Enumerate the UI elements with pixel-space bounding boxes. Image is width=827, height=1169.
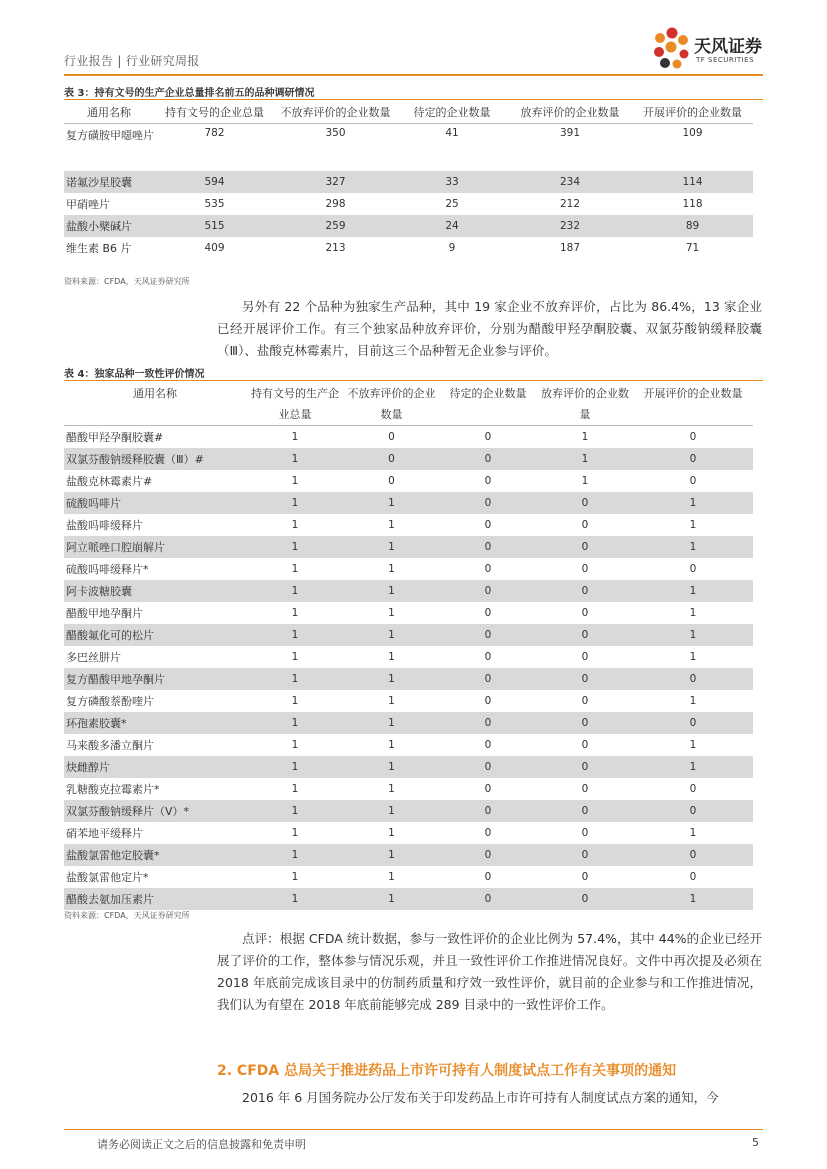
count-cell: 1 [388,783,395,795]
count-cell: 0 [537,536,633,558]
section-2-title: 2. CFDA 总局关于推进药品上市许可持有人制度试点工作有关事项的通知 [217,1063,677,1079]
count-cell: 1 [246,800,344,822]
footer-divider [64,1129,763,1130]
count-cell: 114 [632,171,753,193]
table-row [64,124,753,172]
table-row [64,712,753,734]
count-cell: 0 [537,492,633,514]
column-header: 不放弃评价的企业数量 [344,381,439,426]
table-row [64,734,753,756]
count-cell: 1 [633,580,753,602]
count-cell: 1 [344,668,439,690]
table4 [64,381,753,910]
count-cell: 1 [291,783,299,795]
count-cell: 0 [484,431,492,443]
count-cell: 1 [246,492,344,514]
count-cell: 1 [689,695,697,707]
drug-name-cell: 乳糖酸克拉霉素片* [66,783,160,796]
count-cell: 1 [633,624,753,646]
count-cell: 1 [388,607,395,619]
logo-text-cn: 天风证券 [694,37,762,57]
count-cell: 1 [388,651,395,663]
count-cell: 1 [537,448,633,470]
count-cell: 0 [537,800,633,822]
table-row [64,193,753,215]
paragraph-exclusive-varieties: 另外有 22 个品种为独家生产品种，其中 19 家企业不放弃评价，占比为 86.4%，13 家企业已经开展评价工作。有三个独家品种放弃评价，分别为醋酸甲羟孕酮胶囊、双氯芬酸钠缓释胶囊（Ⅲ）、盐酸克林霉素片，目前这三个品种暂无企业参与评价。 [217,299,762,358]
drug-name-cell: 双氯芬酸钠缓释胶囊（Ⅲ）# [64,448,246,470]
header-divider [64,74,763,76]
count-cell: 0 [484,783,492,795]
count-cell: 298 [325,198,346,210]
count-cell: 1 [344,492,439,514]
column-header: 开展评价的企业数量 [633,381,753,426]
count-cell: 0 [439,712,537,734]
count-cell: 0 [537,888,633,910]
count-cell: 0 [537,712,633,734]
count-cell: 9 [448,242,456,254]
count-cell: 1 [291,871,299,883]
column-header: 持有文号的企业总量 [154,100,275,124]
count-cell: 0 [537,624,633,646]
count-cell: 25 [445,198,459,210]
table-row [64,215,753,237]
drug-name-cell: 醋酸甲羟孕酮胶囊# [66,431,164,444]
count-cell: 0 [581,739,589,751]
count-cell: 1 [344,712,439,734]
company-logo [650,26,770,76]
count-cell: 1 [581,431,589,443]
count-cell: 1 [633,888,753,910]
table-row [64,800,753,822]
count-cell: 327 [275,171,396,193]
count-cell: 0 [484,563,492,575]
drug-name-cell: 炔雌醇片 [64,756,246,778]
table-row [64,536,753,558]
count-cell: 0 [581,519,589,531]
table3-source: 资料来源：CFDA，天风证券研究所 [64,277,190,286]
count-cell: 1 [291,475,299,487]
count-cell: 89 [632,215,753,237]
table3-caption: 表 3：持有文号的生产企业总量排名前五的品种调研情况 [64,88,315,99]
count-cell: 1 [291,431,299,443]
drug-name-cell: 阿立哌唑口腔崩解片 [64,536,246,558]
column-header: 通用名称 [64,100,154,124]
table4-caption: 表 4：独家品种一致性评价情况 [64,369,205,380]
count-cell: 1 [689,519,697,531]
count-cell: 24 [396,215,508,237]
drug-name-cell: 甲硝唑片 [66,198,110,211]
drug-name-cell: 复方醋酸甲地孕酮片 [64,668,246,690]
count-cell: 1 [246,712,344,734]
count-cell: 1 [246,668,344,690]
table-row [64,624,753,646]
count-cell: 1 [388,871,395,883]
logo-mark-icon [650,26,694,74]
count-cell: 594 [154,171,275,193]
count-cell: 1 [633,756,753,778]
table-row [64,171,753,193]
count-cell: 0 [439,800,537,822]
count-cell: 0 [484,827,492,839]
count-cell: 0 [484,607,492,619]
footer-disclaimer: 请务必阅读正文之后的信息披露和免责申明 [97,1138,306,1151]
count-cell: 1 [689,607,697,619]
count-cell: 0 [439,888,537,910]
count-cell: 234 [508,171,632,193]
drug-name-cell: 盐酸克林霉素片# [66,475,153,488]
count-cell: 33 [396,171,508,193]
table-row [64,602,753,624]
count-cell: 0 [633,448,753,470]
count-cell: 0 [537,844,633,866]
count-cell: 1 [388,827,395,839]
count-cell: 0 [537,580,633,602]
table4-source: 资料来源：CFDA，天风证券研究所 [64,911,190,920]
drug-name-cell: 盐酸氯雷他定胶囊* [64,844,246,866]
count-cell: 1 [246,888,344,910]
count-cell: 212 [559,198,581,210]
drug-name-cell: 双氯芬酸钠缓释片（Ⅴ）* [64,800,246,822]
count-cell: 0 [537,668,633,690]
count-cell: 1 [246,844,344,866]
table-row [64,866,753,888]
count-cell: 0 [537,756,633,778]
count-cell: 0 [484,475,492,487]
column-header: 待定的企业数量 [396,100,508,124]
count-cell: 782 [204,127,225,139]
count-cell: 0 [689,783,697,795]
drug-name-cell: 盐酸氯雷他定片* [66,871,149,884]
count-cell: 0 [439,580,537,602]
drug-name-cell: 硫酸吗啡缓释片* [66,563,149,576]
count-cell: 1 [344,536,439,558]
count-cell: 1 [689,651,697,663]
table3 [64,100,753,259]
count-cell: 1 [633,536,753,558]
count-cell: 1 [633,492,753,514]
count-cell: 409 [204,242,225,254]
page-number: 5 [752,1136,759,1149]
count-cell: 1 [291,519,299,531]
count-cell: 0 [633,800,753,822]
count-cell: 1 [388,519,395,531]
drug-name-cell: 复方磺胺甲噁唑片 [66,129,154,142]
count-cell: 1 [689,739,697,751]
count-cell: 0 [689,475,697,487]
drug-name-cell: 马来酸多潘立酮片 [66,739,154,752]
count-cell: 1 [344,756,439,778]
column-header: 放弃评价的企业数量 [537,381,633,426]
paragraph-commentary: 点评：根据 CFDA 统计数据，参与一致性评价的企业比例为 57.4%，其中 44%的企业已经开展了评价的工作，整体参与情况乐观，并且一致性评价工作推进情况良好。文件中再次提及必须在 2018 年底前完成该目录中的仿制药质量和疗效一致性评价，就目前的企业参与和工作推进情况，我们认为有望在 2018 年底前能够完成 289 目录中的一致性评价工作。 [217,931,762,1012]
table-row [64,470,753,492]
count-cell: 0 [633,844,753,866]
count-cell: 1 [291,827,299,839]
count-cell: 0 [633,668,753,690]
count-cell: 41 [445,127,459,139]
table-row [64,668,753,690]
table-row [64,888,753,910]
count-cell: 1 [581,475,589,487]
table-row [64,646,753,668]
count-cell: 350 [325,127,346,139]
count-cell: 0 [581,651,589,663]
table-row [64,492,753,514]
count-cell: 0 [484,695,492,707]
count-cell: 232 [508,215,632,237]
column-header: 持有文号的生产企业总量 [246,381,344,426]
table-row [64,558,753,580]
count-cell: 0 [439,668,537,690]
count-cell: 0 [581,871,589,883]
column-header: 不放弃评价的企业数量 [275,100,396,124]
report-header-label: 行业报告 | 行业研究周报 [64,54,200,68]
table-row [64,237,753,259]
drug-name-cell: 多巴丝肼片 [66,651,121,664]
count-cell: 1 [246,624,344,646]
column-header: 放弃评价的企业数量 [508,100,632,124]
count-cell: 0 [484,871,492,883]
drug-name-cell: 维生素 B6 片 [66,242,132,255]
count-cell: 0 [581,563,589,575]
table-row [64,448,753,470]
count-cell: 1 [246,536,344,558]
count-cell: 1 [246,580,344,602]
count-cell: 1 [246,448,344,470]
drug-name-cell: 醋酸氟化可的松片 [64,624,246,646]
count-cell: 1 [388,695,395,707]
table-row [64,844,753,866]
table-row [64,580,753,602]
count-cell: 1 [344,844,439,866]
count-cell: 259 [275,215,396,237]
drug-name-cell: 硫酸吗啡片 [64,492,246,514]
count-cell: 391 [559,127,581,139]
count-cell: 0 [581,783,589,795]
count-cell: 0 [633,712,753,734]
drug-name-cell: 环孢素胶囊* [64,712,246,734]
drug-name-cell: 盐酸小檗碱片 [64,215,154,237]
drug-name-cell: 醋酸甲地孕酮片 [66,607,143,620]
count-cell: 0 [388,475,395,487]
section-2-text: 2016 年 6 月国务院办公厅发布关于印发药品上市许可持有人制度试点方案的通知，今 [242,1090,719,1105]
table-row [64,514,753,536]
count-cell: 0 [439,844,537,866]
drug-name-cell: 醋酸去氨加压素片 [64,888,246,910]
count-cell: 1 [344,624,439,646]
count-cell: 0 [484,519,492,531]
count-cell: 0 [689,563,697,575]
count-cell: 0 [439,624,537,646]
count-cell: 0 [581,695,589,707]
count-cell: 1 [388,563,395,575]
count-cell: 1 [388,739,395,751]
table-row [64,690,753,712]
count-cell: 1 [291,739,299,751]
table-row [64,822,753,844]
count-cell: 0 [439,448,537,470]
drug-name-cell: 阿卡波糖胶囊 [64,580,246,602]
count-cell: 1 [291,563,299,575]
drug-name-cell: 盐酸吗啡缓释片 [66,519,143,532]
count-cell: 1 [291,695,299,707]
count-cell: 1 [291,607,299,619]
column-header: 通用名称 [64,381,246,426]
count-cell: 1 [246,756,344,778]
count-cell: 1 [689,827,697,839]
drug-name-cell: 复方磷酸萘酚喹片 [66,695,154,708]
table-row [64,426,753,449]
count-cell: 1 [344,800,439,822]
count-cell: 213 [325,242,346,254]
column-header: 开展评价的企业数量 [632,100,753,124]
count-cell: 1 [344,888,439,910]
count-cell: 0 [439,536,537,558]
count-cell: 109 [682,127,703,139]
count-cell: 515 [154,215,275,237]
column-header: 待定的企业数量 [439,381,537,426]
count-cell: 0 [484,651,492,663]
count-cell: 0 [484,739,492,751]
count-cell: 0 [344,448,439,470]
count-cell: 0 [388,431,395,443]
count-cell: 0 [439,492,537,514]
count-cell: 187 [559,242,581,254]
table-row [64,778,753,800]
count-cell: 1 [344,580,439,602]
count-cell: 0 [439,756,537,778]
count-cell: 0 [689,871,697,883]
count-cell: 0 [581,827,589,839]
table-row [64,756,753,778]
count-cell: 0 [689,431,697,443]
count-cell: 118 [682,198,703,210]
drug-name-cell: 硝苯地平缓释片 [66,827,143,840]
count-cell: 1 [291,651,299,663]
count-cell: 535 [204,198,225,210]
count-cell: 0 [581,607,589,619]
count-cell: 71 [685,242,700,254]
drug-name-cell: 诺氟沙星胶囊 [64,171,154,193]
logo-text-en: TF SECURITIES [696,56,755,64]
